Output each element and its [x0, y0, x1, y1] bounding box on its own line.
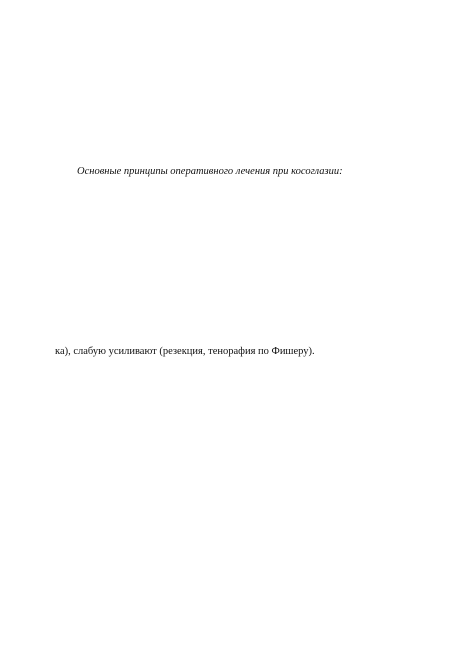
section-heading: Основные принципы оперативного лечения при косоглазии: [77, 166, 343, 177]
paragraph-text-line: ка), слабую усиливают (резекция, тенорафия по Фишеру). [55, 346, 315, 357]
